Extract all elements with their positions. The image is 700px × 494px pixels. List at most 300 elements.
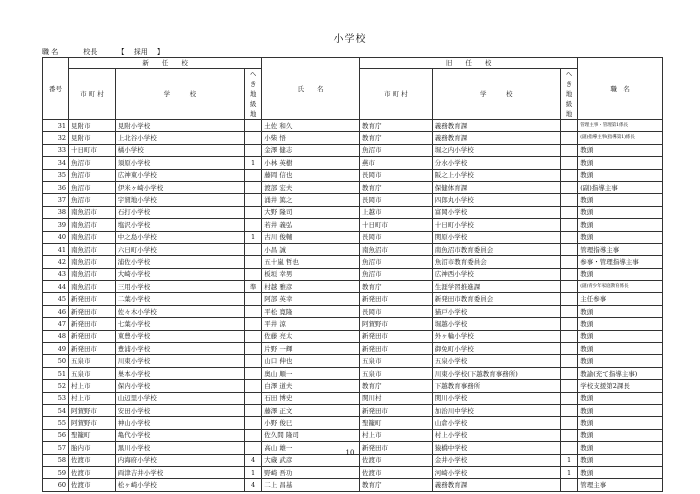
- cell-new-city: 佐渡市: [69, 454, 116, 466]
- cell-old-school: 山倉小学校: [432, 417, 560, 429]
- cell-old-hekichi: [560, 318, 577, 330]
- cell-old-school: 富岡小学校: [432, 206, 560, 218]
- cell-new-school: 塩沢小学校: [115, 219, 244, 231]
- cell-position: 管理指導主事: [578, 243, 663, 255]
- table-row: [43, 343, 663, 355]
- cell-position: 教頭: [578, 466, 663, 478]
- cell-number: 34: [43, 157, 69, 169]
- cell-old-hekichi: [560, 231, 577, 243]
- header-new-hekichi: へき地級 地: [244, 69, 261, 120]
- cell-new-school: 保内小学校: [115, 380, 244, 392]
- cell-new-school: 川東小学校: [115, 355, 244, 367]
- cell-new-city: 村上市: [69, 380, 116, 392]
- cell-number: 35: [43, 169, 69, 181]
- table-row: [43, 231, 663, 243]
- table-body: [43, 120, 663, 492]
- cell-old-hekichi: [560, 367, 577, 379]
- cell-name: 平井 涼: [262, 318, 360, 330]
- cell-old-school: 御免町小学校: [432, 343, 560, 355]
- appointment-type: 【 採用 】: [117, 48, 164, 56]
- cell-number: 44: [43, 281, 69, 293]
- table-row: [43, 157, 663, 169]
- cell-position: 教頭: [578, 305, 663, 317]
- header-old-hekichi: へき地級 地: [560, 69, 577, 120]
- cell-new-school: 上北谷小学校: [115, 132, 244, 144]
- cell-number: 39: [43, 219, 69, 231]
- cell-new-hekichi: [244, 305, 261, 317]
- cell-name: 石田 博史: [262, 392, 360, 404]
- cell-old-hekichi: [560, 206, 577, 218]
- cell-old-hekichi: [560, 144, 577, 156]
- cell-name: 佐藤 亮太: [262, 330, 360, 342]
- cell-number: 45: [43, 293, 69, 305]
- cell-new-hekichi: [244, 219, 261, 231]
- cell-old-school: 金井小学校: [432, 454, 560, 466]
- cell-old-school: 南魚沼市教育委員会: [432, 243, 560, 255]
- cell-new-school: 宇賀地小学校: [115, 194, 244, 206]
- cell-number: 47: [43, 318, 69, 330]
- header-new-city: 市 町 村: [69, 69, 116, 120]
- cell-position: 教頭: [578, 355, 663, 367]
- cell-new-school: 亀代小学校: [115, 429, 244, 441]
- cell-old-city: 長岡市: [360, 169, 433, 181]
- cell-old-hekichi: [560, 380, 577, 392]
- cell-new-city: 新発田市: [69, 293, 116, 305]
- cell-new-city: 魚沼市: [69, 157, 116, 169]
- cell-number: 42: [43, 256, 69, 268]
- cell-name: 大蔵 武彦: [262, 454, 360, 466]
- cell-new-hekichi: [244, 132, 261, 144]
- cell-new-hekichi: 1: [244, 466, 261, 478]
- cell-position: 教頭: [578, 454, 663, 466]
- cell-new-hekichi: [244, 367, 261, 379]
- cell-name: 山口 伸也: [262, 355, 360, 367]
- cell-position: (副)青少年家庭教育係長: [578, 281, 663, 293]
- cell-name: 藤澤 正文: [262, 404, 360, 416]
- cell-name: 小昌 誠: [262, 243, 360, 255]
- cell-old-city: 長岡市: [360, 305, 433, 317]
- cell-old-school: 十日町小学校: [432, 219, 560, 231]
- cell-new-city: 聖籠町: [69, 429, 116, 441]
- cell-name: 小野 俊巳: [262, 417, 360, 429]
- cell-old-city: 十日町市: [360, 219, 433, 231]
- cell-name: 野崎 吾功: [262, 466, 360, 478]
- cell-old-school: 関川小学校: [432, 392, 560, 404]
- table-row: [43, 318, 663, 330]
- cell-old-city: 佐渡市: [360, 466, 433, 478]
- table-row: [43, 206, 663, 218]
- cell-old-hekichi: [560, 355, 577, 367]
- cell-name: 藤岡 信也: [262, 169, 360, 181]
- cell-new-hekichi: [244, 120, 261, 132]
- cell-old-hekichi: [560, 417, 577, 429]
- cell-position: 教諭(充て指導主事): [578, 367, 663, 379]
- cell-new-school: 七葉小学校: [115, 318, 244, 330]
- table-row: [43, 268, 663, 280]
- table-row: [43, 132, 663, 144]
- cell-old-school: 河崎小学校: [432, 466, 560, 478]
- table-row: [43, 144, 663, 156]
- cell-new-school: 須原小学校: [115, 157, 244, 169]
- cell-new-hekichi: [244, 343, 261, 355]
- cell-old-school: 四郎丸小学校: [432, 194, 560, 206]
- header-new-school-group: 新 任 校: [69, 58, 262, 69]
- cell-old-school: 加治川中学校: [432, 404, 560, 416]
- cell-new-school: 二葉小学校: [115, 293, 244, 305]
- header-number: 番号: [43, 58, 69, 120]
- cell-old-school: 義務教育課: [432, 132, 560, 144]
- cell-old-school: 広神西小学校: [432, 268, 560, 280]
- cell-new-city: 佐渡市: [69, 479, 116, 491]
- cell-old-school: 下越教育事務所: [432, 380, 560, 392]
- cell-new-school: 神山小学校: [115, 417, 244, 429]
- cell-old-hekichi: [560, 343, 577, 355]
- cell-old-city: 魚沼市: [360, 144, 433, 156]
- cell-old-hekichi: [560, 243, 577, 255]
- cell-old-city: 南魚沼市: [360, 243, 433, 255]
- cell-new-hekichi: [244, 243, 261, 255]
- cell-old-city: 関川村: [360, 392, 433, 404]
- cell-old-school: 猿橋中学校: [432, 442, 560, 454]
- cell-old-hekichi: 1: [560, 466, 577, 478]
- cell-number: 33: [43, 144, 69, 156]
- cell-position: 参事・管理指導主事: [578, 256, 663, 268]
- cell-position: 教頭: [578, 169, 663, 181]
- cell-name: 若井 義弘: [262, 219, 360, 231]
- cell-new-city: 見附市: [69, 132, 116, 144]
- cell-number: 55: [43, 417, 69, 429]
- table-row: [43, 169, 663, 181]
- cell-number: 50: [43, 355, 69, 367]
- cell-number: 51: [43, 367, 69, 379]
- cell-position: 学校支援第2課長: [578, 380, 663, 392]
- cell-old-school: 義務教育課: [432, 479, 560, 491]
- cell-old-hekichi: [560, 305, 577, 317]
- cell-number: 43: [43, 268, 69, 280]
- cell-new-hekichi: [244, 330, 261, 342]
- cell-new-city: 佐渡市: [69, 466, 116, 478]
- cell-position: 主任参事: [578, 293, 663, 305]
- cell-new-school: 見附小学校: [115, 120, 244, 132]
- cell-old-hekichi: [560, 293, 577, 305]
- cell-new-school: 広神東小学校: [115, 169, 244, 181]
- cell-name: 涌井 篤之: [262, 194, 360, 206]
- cell-new-hekichi: [244, 392, 261, 404]
- cell-new-hekichi: [244, 380, 261, 392]
- cell-old-school: 魚沼市教育委員会: [432, 256, 560, 268]
- cell-new-school: 佐々木小学校: [115, 305, 244, 317]
- cell-old-city: 新発田市: [360, 293, 433, 305]
- cell-old-city: 教育庁: [360, 132, 433, 144]
- cell-old-city: 阿賀野市: [360, 318, 433, 330]
- cell-old-city: 燕市: [360, 157, 433, 169]
- cell-position: 教頭: [578, 343, 663, 355]
- cell-new-hekichi: 1: [244, 231, 261, 243]
- cell-old-school: 外ヶ輪小学校: [432, 330, 560, 342]
- cell-new-city: 村上市: [69, 392, 116, 404]
- header-old-school-group: 旧 任 校: [360, 58, 578, 69]
- page-title: 小学校: [333, 34, 367, 45]
- cell-old-hekichi: [560, 219, 577, 231]
- position-heading: [42, 47, 168, 57]
- cell-name: 片野 一輝: [262, 343, 360, 355]
- cell-new-city: 魚沼市: [69, 169, 116, 181]
- cell-old-hekichi: [560, 479, 577, 491]
- cell-old-city: 村上市: [360, 429, 433, 441]
- cell-old-city: 新発田市: [360, 330, 433, 342]
- cell-name: 小林 英樹: [262, 157, 360, 169]
- table-row: [43, 380, 663, 392]
- cell-new-city: 南魚沼市: [69, 281, 116, 293]
- cell-name: 板垣 幸男: [262, 268, 360, 280]
- cell-new-hekichi: [244, 206, 261, 218]
- cell-old-hekichi: [560, 256, 577, 268]
- cell-old-school: 分水小学校: [432, 157, 560, 169]
- cell-name: 小柴 悟: [262, 132, 360, 144]
- cell-position: 教頭: [578, 330, 663, 342]
- table-row: [43, 281, 663, 293]
- cell-new-school: 浦佐小学校: [115, 256, 244, 268]
- cell-old-city: 魚沼市: [360, 268, 433, 280]
- table-row: [43, 466, 663, 478]
- cell-old-school: 村上小学校: [432, 429, 560, 441]
- cell-old-city: 教育庁: [360, 479, 433, 491]
- cell-new-school: 安田小学校: [115, 404, 244, 416]
- shokumei-label: 職 名: [42, 48, 59, 56]
- cell-position: 教頭: [578, 206, 663, 218]
- header-old-city: 市 町 村: [360, 69, 433, 120]
- cell-number: 46: [43, 305, 69, 317]
- cell-old-school: 五泉小学校: [432, 355, 560, 367]
- cell-new-city: 南魚沼市: [69, 206, 116, 218]
- header-row-group: [43, 58, 663, 69]
- table-row: [43, 367, 663, 379]
- cell-new-hekichi: [244, 181, 261, 193]
- cell-old-hekichi: 1: [560, 454, 577, 466]
- cell-new-school: 豊浦小学校: [115, 343, 244, 355]
- cell-new-school: 橘小学校: [115, 144, 244, 156]
- cell-new-city: 五泉市: [69, 355, 116, 367]
- table-row: [43, 219, 663, 231]
- cell-new-hekichi: [244, 417, 261, 429]
- cell-old-school: 関原小学校: [432, 231, 560, 243]
- cell-old-school: 堀越小学校: [432, 318, 560, 330]
- cell-old-school: 義務教育課: [432, 120, 560, 132]
- cell-position: 教頭: [578, 392, 663, 404]
- cell-old-hekichi: [560, 169, 577, 181]
- cell-new-hekichi: [244, 256, 261, 268]
- table-row: [43, 181, 663, 193]
- cell-new-school: 東豊小学校: [115, 330, 244, 342]
- cell-position: 教頭: [578, 404, 663, 416]
- cell-position: 教頭: [578, 157, 663, 169]
- cell-new-city: 新発田市: [69, 305, 116, 317]
- cell-old-school: 猫戸小学校: [432, 305, 560, 317]
- cell-old-school: 阪之上小学校: [432, 169, 560, 181]
- cell-old-city: 教育庁: [360, 120, 433, 132]
- cell-new-city: 魚沼市: [69, 194, 116, 206]
- cell-name: 古川 俊輔: [262, 231, 360, 243]
- cell-name: 平松 寛隆: [262, 305, 360, 317]
- table-row: [43, 330, 663, 342]
- cell-new-school: 三用小学校: [115, 281, 244, 293]
- cell-new-hekichi: 準: [244, 281, 261, 293]
- cell-new-hekichi: [244, 169, 261, 181]
- cell-new-city: 新発田市: [69, 343, 116, 355]
- cell-position: 管理主事・管理第1係長: [578, 120, 663, 132]
- cell-new-school: 両津吉井小学校: [115, 466, 244, 478]
- cell-new-hekichi: [244, 144, 261, 156]
- cell-new-hekichi: [244, 318, 261, 330]
- cell-name: 白澤 道夫: [262, 380, 360, 392]
- cell-number: 48: [43, 330, 69, 342]
- table-row: [43, 417, 663, 429]
- cell-new-school: 伊米ヶ崎小学校: [115, 181, 244, 193]
- cell-name: 金澤 健志: [262, 144, 360, 156]
- cell-old-city: 教育庁: [360, 181, 433, 193]
- cell-name: 大野 隆司: [262, 206, 360, 218]
- cell-new-hekichi: [244, 268, 261, 280]
- cell-number: 32: [43, 132, 69, 144]
- cell-number: 54: [43, 404, 69, 416]
- cell-old-school: 新発田市教育委員会: [432, 293, 560, 305]
- cell-name: 高山 雄一: [262, 442, 360, 454]
- cell-new-city: 南魚沼市: [69, 219, 116, 231]
- cell-name: 渡部 宏夫: [262, 181, 360, 193]
- cell-old-hekichi: [560, 132, 577, 144]
- cell-new-hekichi: [244, 429, 261, 441]
- cell-number: 36: [43, 181, 69, 193]
- table-row: [43, 355, 663, 367]
- cell-number: 52: [43, 380, 69, 392]
- header-position: 職 名: [578, 58, 663, 120]
- cell-new-hekichi: [244, 355, 261, 367]
- cell-position: 教頭: [578, 429, 663, 441]
- cell-position: 教頭: [578, 231, 663, 243]
- cell-position: 教頭: [578, 219, 663, 231]
- cell-old-hekichi: [560, 429, 577, 441]
- cell-number: 58: [43, 454, 69, 466]
- cell-old-city: 魚沼市: [360, 256, 433, 268]
- cell-old-city: 長岡市: [360, 231, 433, 243]
- cell-new-hekichi: [244, 194, 261, 206]
- cell-old-hekichi: [560, 281, 577, 293]
- cell-new-city: 南魚沼市: [69, 268, 116, 280]
- table-row: [43, 256, 663, 268]
- cell-new-school: 松ヶ崎小学校: [115, 479, 244, 491]
- cell-old-school: 堀之内小学校: [432, 144, 560, 156]
- cell-name: 二上 昌基: [262, 479, 360, 491]
- cell-new-school: 大崎小学校: [115, 268, 244, 280]
- page-number: 10: [345, 449, 355, 457]
- cell-new-city: 十日町市: [69, 144, 116, 156]
- cell-number: 60: [43, 479, 69, 491]
- cell-number: 57: [43, 442, 69, 454]
- cell-new-city: 南魚沼市: [69, 256, 116, 268]
- cell-number: 59: [43, 466, 69, 478]
- cell-old-hekichi: [560, 120, 577, 132]
- table-row: [43, 392, 663, 404]
- cell-position: 教頭: [578, 144, 663, 156]
- cell-new-city: 魚沼市: [69, 181, 116, 193]
- cell-number: 53: [43, 392, 69, 404]
- cell-new-school: 六日町小学校: [115, 243, 244, 255]
- cell-old-city: 新発田市: [360, 442, 433, 454]
- cell-name: 土佐 和久: [262, 120, 360, 132]
- cell-old-school: 川東小学校(下越教育事務所): [432, 367, 560, 379]
- cell-old-hekichi: [560, 157, 577, 169]
- personnel-table: [42, 57, 663, 492]
- table-row: [43, 305, 663, 317]
- cell-new-city: 見附市: [69, 120, 116, 132]
- cell-number: 41: [43, 243, 69, 255]
- cell-new-city: 新発田市: [69, 318, 116, 330]
- cell-number: 38: [43, 206, 69, 218]
- cell-position: 教頭: [578, 442, 663, 454]
- cell-old-school: 保健体育課: [432, 181, 560, 193]
- table-row: [43, 194, 663, 206]
- cell-old-city: 教育庁: [360, 380, 433, 392]
- cell-number: 40: [43, 231, 69, 243]
- cell-new-school: 内海府小学校: [115, 454, 244, 466]
- cell-new-school: 山辺里小学校: [115, 392, 244, 404]
- table-row: [43, 293, 663, 305]
- cell-old-city: 五泉市: [360, 355, 433, 367]
- cell-name: 五十嵐 哲也: [262, 256, 360, 268]
- cell-old-city: 佐渡市: [360, 454, 433, 466]
- shokumei-value: 校長: [83, 48, 98, 56]
- cell-old-hekichi: [560, 194, 577, 206]
- cell-old-hekichi: [560, 181, 577, 193]
- cell-new-hekichi: 4: [244, 479, 261, 491]
- table-row: [43, 404, 663, 416]
- cell-new-city: 阿賀野市: [69, 417, 116, 429]
- cell-new-hekichi: [244, 404, 261, 416]
- cell-position: 教頭: [578, 417, 663, 429]
- cell-old-hekichi: [560, 330, 577, 342]
- cell-new-city: 五泉市: [69, 367, 116, 379]
- cell-old-city: 新発田市: [360, 404, 433, 416]
- cell-new-school: 石打小学校: [115, 206, 244, 218]
- cell-position: 教頭: [578, 318, 663, 330]
- cell-position: (副)指導主事(指導第1)係長: [578, 132, 663, 144]
- cell-number: 56: [43, 429, 69, 441]
- cell-old-school: 生涯学習推進課: [432, 281, 560, 293]
- cell-new-hekichi: [244, 293, 261, 305]
- table-row: [43, 479, 663, 491]
- cell-number: 37: [43, 194, 69, 206]
- cell-old-city: 新発田市: [360, 343, 433, 355]
- cell-name: 奥山 順一: [262, 367, 360, 379]
- cell-new-city: 胎内市: [69, 442, 116, 454]
- table-row: [43, 429, 663, 441]
- cell-name: 村越 雅彦: [262, 281, 360, 293]
- cell-old-hekichi: [560, 392, 577, 404]
- cell-position: 教頭: [578, 194, 663, 206]
- cell-old-city: 長岡市: [360, 194, 433, 206]
- cell-old-city: 教育庁: [360, 281, 433, 293]
- cell-position: 管理主事: [578, 479, 663, 491]
- cell-name: 阿部 英幸: [262, 293, 360, 305]
- cell-new-school: 中之島小学校: [115, 231, 244, 243]
- cell-number: 31: [43, 120, 69, 132]
- cell-new-city: 阿賀野市: [69, 404, 116, 416]
- table-row: [43, 243, 663, 255]
- cell-new-school: 巣本小学校: [115, 367, 244, 379]
- table-row: [43, 120, 663, 132]
- cell-old-city: 上越市: [360, 206, 433, 218]
- cell-position: (副)指導主事: [578, 181, 663, 193]
